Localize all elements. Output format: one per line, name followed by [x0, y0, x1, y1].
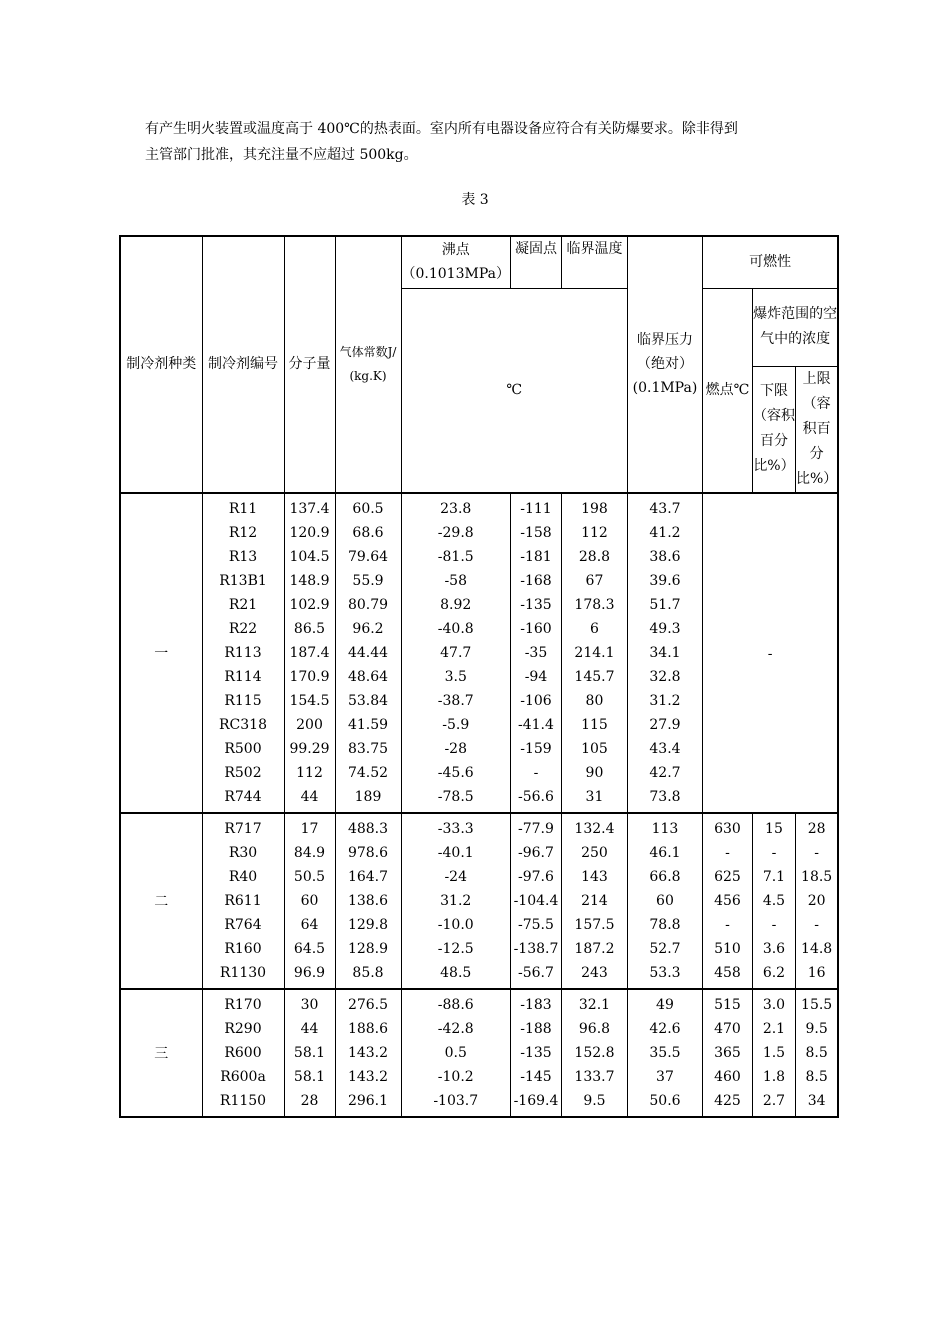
table-cell: 31.2	[627, 689, 702, 713]
table-cell: 16	[795, 961, 838, 989]
table-cell: -104.4	[510, 889, 561, 913]
table-cell: -188	[510, 1017, 561, 1041]
table-cell: 28.8	[561, 545, 627, 569]
table-row	[120, 865, 838, 889]
table-cell: R290	[202, 1017, 284, 1041]
table-cell: R502	[202, 761, 284, 785]
table-cell: -29.8	[401, 521, 510, 545]
table-cell: 80.79	[335, 593, 401, 617]
table-cell: 41.59	[335, 713, 401, 737]
table-cell: 164.7	[335, 865, 401, 889]
table-cell: -5.9	[401, 713, 510, 737]
table-cell: 188.6	[335, 1017, 401, 1041]
table-cell: -35	[510, 641, 561, 665]
table-cell: 200	[284, 713, 335, 737]
header-crit-temp: 临界温度	[561, 236, 627, 288]
table-cell: R500	[202, 737, 284, 761]
table-cell: -	[510, 761, 561, 785]
table-cell: 32.8	[627, 665, 702, 689]
table-cell: -78.5	[401, 785, 510, 813]
table-cell: 64.5	[284, 937, 335, 961]
table-cell: 18.5	[795, 865, 838, 889]
table-cell: -	[795, 841, 838, 865]
table-cell: 96.2	[335, 617, 401, 641]
table-cell: 128.9	[335, 937, 401, 961]
table-cell: 84.9	[284, 841, 335, 865]
table-cell: 2.7	[752, 1089, 795, 1117]
table-cell: -42.8	[401, 1017, 510, 1041]
table-cell: 41.2	[627, 521, 702, 545]
table-cell: 2.1	[752, 1017, 795, 1041]
table-cell: -28	[401, 737, 510, 761]
header-lower: 下限（容积百分比%）	[752, 366, 795, 493]
table-cell: -138.7	[510, 937, 561, 961]
table-cell: -94	[510, 665, 561, 689]
table-cell: 15.5	[795, 989, 838, 1017]
table-cell: -81.5	[401, 545, 510, 569]
table-cell: 47.7	[401, 641, 510, 665]
table-cell: 4.5	[752, 889, 795, 913]
intro-line-1: 有产生明火装置或温度高于 400℃的热表面。室内所有电器设备应符合有关防爆要求。除非得到	[145, 121, 738, 137]
table-cell: 78.8	[627, 913, 702, 937]
table-cell: 14.8	[795, 937, 838, 961]
header-upper: 上限（容积百分比%）	[795, 366, 838, 493]
table-cell: 1.5	[752, 1041, 795, 1065]
table-row	[120, 937, 838, 961]
table-cell: R170	[202, 989, 284, 1017]
table-cell: 625	[702, 865, 752, 889]
table-cell: 250	[561, 841, 627, 865]
table-cell: -183	[510, 989, 561, 1017]
table-row	[120, 913, 838, 937]
table-cell: R30	[202, 841, 284, 865]
table-cell: -	[752, 913, 795, 937]
table-cell: 37	[627, 1065, 702, 1089]
table-cell: 99.29	[284, 737, 335, 761]
table-cell: -12.5	[401, 937, 510, 961]
table-cell: 115	[561, 713, 627, 737]
table-cell: 132.4	[561, 813, 627, 841]
table-cell: 458	[702, 961, 752, 989]
table-cell: R114	[202, 665, 284, 689]
refrigerant-table	[119, 235, 839, 1118]
table-cell: -111	[510, 493, 561, 521]
table-cell: 80	[561, 689, 627, 713]
table-cell: 3.6	[752, 937, 795, 961]
table-cell: 60.5	[335, 493, 401, 521]
header-flammability: 可燃性	[702, 236, 838, 288]
table-cell: 27.9	[627, 713, 702, 737]
table-cell: 978.6	[335, 841, 401, 865]
table-cell: 58.1	[284, 1041, 335, 1065]
table-cell: 53.3	[627, 961, 702, 989]
table-cell: -159	[510, 737, 561, 761]
header-boil	[401, 236, 510, 288]
table-cell: 51.7	[627, 593, 702, 617]
table-cell: -160	[510, 617, 561, 641]
table-cell: 187.4	[284, 641, 335, 665]
table-cell: R21	[202, 593, 284, 617]
table-cell: -181	[510, 545, 561, 569]
table-cell: 96.8	[561, 1017, 627, 1041]
table-cell: 8.5	[795, 1041, 838, 1065]
table-cell: 39.6	[627, 569, 702, 593]
table-cell: R717	[202, 813, 284, 841]
table-cell: 630	[702, 813, 752, 841]
table-cell: 8.5	[795, 1065, 838, 1089]
table-cell: 460	[702, 1065, 752, 1089]
table-cell: 9.5	[795, 1017, 838, 1041]
table-cell: -41.4	[510, 713, 561, 737]
table-cell: 6.2	[752, 961, 795, 989]
table-cell: R160	[202, 937, 284, 961]
intro-paragraph	[145, 116, 825, 168]
group-name: 二	[120, 813, 202, 989]
table-cell: 510	[702, 937, 752, 961]
table-cell: 243	[561, 961, 627, 989]
header-crit-press: 临界压力（绝对）(0.1MPa)	[627, 236, 702, 493]
table-cell: 0.5	[401, 1041, 510, 1065]
table-cell: 90	[561, 761, 627, 785]
table-cell: 68.6	[335, 521, 401, 545]
table-cell: 50.6	[627, 1089, 702, 1117]
table-cell: 133.7	[561, 1065, 627, 1089]
table-cell: R13B1	[202, 569, 284, 593]
table-cell: 8.92	[401, 593, 510, 617]
table-row	[120, 1017, 838, 1041]
table-cell: 48.64	[335, 665, 401, 689]
table-cell: -96.7	[510, 841, 561, 865]
flammability-note: -	[702, 493, 838, 813]
table-row	[120, 989, 838, 1017]
table-cell: -97.6	[510, 865, 561, 889]
header-gas-const: 气体常数J/(kg.K)	[335, 236, 401, 493]
table-cell: R1150	[202, 1089, 284, 1117]
table-row	[120, 813, 838, 841]
table-cell: -33.3	[401, 813, 510, 841]
table-cell: 83.75	[335, 737, 401, 761]
table-cell: -168	[510, 569, 561, 593]
table-cell: R12	[202, 521, 284, 545]
table-cell: -103.7	[401, 1089, 510, 1117]
table-cell: 34.1	[627, 641, 702, 665]
table-cell: -	[795, 913, 838, 937]
table-cell: 7.1	[752, 865, 795, 889]
table-cell: 145.7	[561, 665, 627, 689]
table-cell: -58	[401, 569, 510, 593]
table-cell: 67	[561, 569, 627, 593]
table-cell: -40.1	[401, 841, 510, 865]
table-cell: 143.2	[335, 1041, 401, 1065]
table-row	[120, 889, 838, 913]
table-cell: -	[752, 841, 795, 865]
table-cell: 64	[284, 913, 335, 937]
table-cell: 214.1	[561, 641, 627, 665]
intro-line-2: 主管部门批准，其充注量不应超过 500kg。	[145, 147, 418, 163]
table-cell: 28	[795, 813, 838, 841]
table-cell: 20	[795, 889, 838, 913]
table-cell: R115	[202, 689, 284, 713]
table-cell: 143.2	[335, 1065, 401, 1089]
table-cell: 44.44	[335, 641, 401, 665]
table-cell: 189	[335, 785, 401, 813]
header-mw: 分子量	[284, 236, 335, 493]
header-temp-unit: ℃	[401, 288, 627, 493]
header-explosion: 爆炸范围的空气中的浓度	[752, 288, 838, 366]
table-cell: 35.5	[627, 1041, 702, 1065]
table-cell: 43.7	[627, 493, 702, 521]
group-three	[120, 989, 838, 1117]
table-cell: 79.64	[335, 545, 401, 569]
table-cell: 214	[561, 889, 627, 913]
table-cell: 49.3	[627, 617, 702, 641]
table-cell: -38.7	[401, 689, 510, 713]
table-cell: 198	[561, 493, 627, 521]
table-cell: 152.8	[561, 1041, 627, 1065]
table-cell: R113	[202, 641, 284, 665]
header-freeze: 凝固点	[510, 236, 561, 288]
table-cell: 112	[284, 761, 335, 785]
table-cell: 178.3	[561, 593, 627, 617]
group-one	[120, 493, 838, 813]
table-cell: 15	[752, 813, 795, 841]
header-boil-cond: （0.1013MPa）	[401, 266, 510, 283]
table-cell: 52.7	[627, 937, 702, 961]
table-cell: -145	[510, 1065, 561, 1089]
table-cell: RC318	[202, 713, 284, 737]
table-cell: 137.4	[284, 493, 335, 521]
table-cell: 143	[561, 865, 627, 889]
table-cell: R13	[202, 545, 284, 569]
table-cell: R744	[202, 785, 284, 813]
table-cell: -10.2	[401, 1065, 510, 1089]
table-cell: 38.6	[627, 545, 702, 569]
table-cell: 34	[795, 1089, 838, 1117]
table-cell: 276.5	[335, 989, 401, 1017]
table-cell: 9.5	[561, 1089, 627, 1117]
table-cell: 43.4	[627, 737, 702, 761]
group-two	[120, 813, 838, 989]
table-cell: -24	[401, 865, 510, 889]
table-cell: R600a	[202, 1065, 284, 1089]
table-cell: 456	[702, 889, 752, 913]
table-cell: 104.5	[284, 545, 335, 569]
table-cell: 157.5	[561, 913, 627, 937]
table-cell: 120.9	[284, 521, 335, 545]
table-cell: 1.8	[752, 1065, 795, 1089]
table-cell: -10.0	[401, 913, 510, 937]
table-row	[120, 1089, 838, 1117]
table-cell: 46.1	[627, 841, 702, 865]
table-cell: -88.6	[401, 989, 510, 1017]
table-cell: 53.84	[335, 689, 401, 713]
table-cell: 31	[561, 785, 627, 813]
table-cell: -77.9	[510, 813, 561, 841]
table-cell: 28	[284, 1089, 335, 1117]
table-cell: R40	[202, 865, 284, 889]
table-cell: 154.5	[284, 689, 335, 713]
table-cell: -169.4	[510, 1089, 561, 1117]
table-cell: 17	[284, 813, 335, 841]
table-cell: 31.2	[401, 889, 510, 913]
table-cell: 32.1	[561, 989, 627, 1017]
table-cell: 102.9	[284, 593, 335, 617]
table-cell: 55.9	[335, 569, 401, 593]
table-cell: -135	[510, 1041, 561, 1065]
table-cell: 49	[627, 989, 702, 1017]
header-ignition: 燃点℃	[702, 288, 752, 493]
table-cell: 73.8	[627, 785, 702, 813]
table-cell: -75.5	[510, 913, 561, 937]
table-cell: -	[702, 841, 752, 865]
table-cell: 515	[702, 989, 752, 1017]
table-cell: R11	[202, 493, 284, 521]
table-row	[120, 841, 838, 865]
table-cell: 3.0	[752, 989, 795, 1017]
table-cell: 138.6	[335, 889, 401, 913]
table-cell: 58.1	[284, 1065, 335, 1089]
table-cell: 74.52	[335, 761, 401, 785]
table-cell: 170.9	[284, 665, 335, 689]
table-cell: 6	[561, 617, 627, 641]
table-cell: 30	[284, 989, 335, 1017]
table-cell: R1130	[202, 961, 284, 989]
group-name: 一	[120, 493, 202, 813]
table-cell: -40.8	[401, 617, 510, 641]
table-cell: 44	[284, 785, 335, 813]
table-cell: 129.8	[335, 913, 401, 937]
table-cell: 85.8	[335, 961, 401, 989]
table-cell: 3.5	[401, 665, 510, 689]
table-cell: 66.8	[627, 865, 702, 889]
table-cell: 187.2	[561, 937, 627, 961]
group-name: 三	[120, 989, 202, 1117]
table-cell: R611	[202, 889, 284, 913]
table-cell: -	[702, 913, 752, 937]
table-row	[120, 493, 838, 521]
table-cell: 86.5	[284, 617, 335, 641]
table-row	[120, 961, 838, 989]
table-caption: 表 3	[461, 192, 489, 208]
table-cell: 48.5	[401, 961, 510, 989]
table-cell: 50.5	[284, 865, 335, 889]
table-row	[120, 1065, 838, 1089]
table-cell: 425	[702, 1089, 752, 1117]
header-type: 制冷剂种类	[120, 236, 202, 493]
table-cell: 23.8	[401, 493, 510, 521]
header-boil-label: 沸点	[441, 242, 470, 259]
table-cell: 42.7	[627, 761, 702, 785]
table-cell: 96.9	[284, 961, 335, 989]
table-cell: 488.3	[335, 813, 401, 841]
table-cell: 365	[702, 1041, 752, 1065]
table-cell: 60	[627, 889, 702, 913]
table-cell: 296.1	[335, 1089, 401, 1117]
table-row	[120, 1041, 838, 1065]
table-cell: R22	[202, 617, 284, 641]
table-cell: 470	[702, 1017, 752, 1041]
table-cell: 113	[627, 813, 702, 841]
table-cell: 112	[561, 521, 627, 545]
table-cell: -45.6	[401, 761, 510, 785]
table-cell: 148.9	[284, 569, 335, 593]
table-cell: R600	[202, 1041, 284, 1065]
table-cell: -135	[510, 593, 561, 617]
table-cell: -56.6	[510, 785, 561, 813]
table-cell: 44	[284, 1017, 335, 1041]
table-cell: 42.6	[627, 1017, 702, 1041]
table-cell: -56.7	[510, 961, 561, 989]
header-code: 制冷剂编号	[202, 236, 284, 493]
table-cell: -158	[510, 521, 561, 545]
table-cell: 105	[561, 737, 627, 761]
table-cell: 60	[284, 889, 335, 913]
table-cell: -106	[510, 689, 561, 713]
table-cell: R764	[202, 913, 284, 937]
